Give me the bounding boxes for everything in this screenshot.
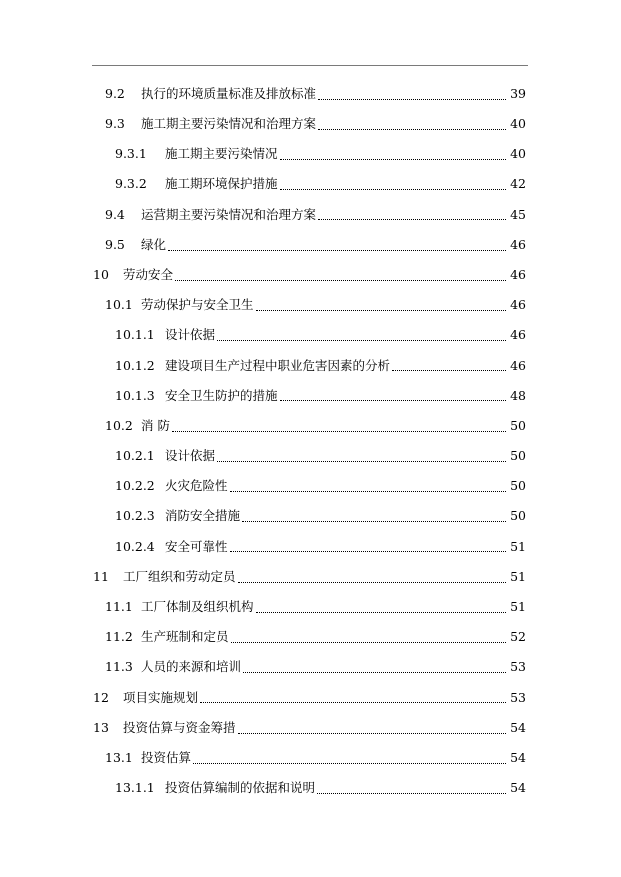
toc-entry[interactable]	[0, 683, 621, 713]
toc-entry[interactable]	[0, 592, 621, 622]
toc-entry-title: 施工期主要污染情况和治理方案	[141, 116, 317, 132]
toc-entry-title: 劳动保护与安全卫生	[141, 297, 254, 313]
toc-entry[interactable]	[0, 441, 621, 471]
toc-entry-title: 消防安全措施	[165, 508, 241, 524]
toc-entry[interactable]	[0, 351, 621, 381]
toc-entry-page: 50	[510, 417, 526, 433]
toc-entry-page: 51	[510, 599, 526, 615]
toc-dot-leader	[317, 793, 506, 794]
toc-entry-number: 10.2.1	[115, 448, 155, 464]
toc-entry-page: 51	[510, 538, 526, 554]
toc-entry-title: 投资估算	[141, 749, 192, 765]
toc-dot-leader	[231, 642, 506, 643]
toc-entry-number: 10.1	[105, 297, 133, 313]
toc-entry[interactable]	[0, 532, 621, 562]
toc-dot-leader	[256, 310, 506, 311]
toc-entry-title: 建设项目生产过程中职业危害因素的分析	[165, 357, 391, 373]
toc-dot-leader	[242, 521, 506, 522]
toc-entry-number: 11	[93, 568, 109, 584]
toc-entry-page: 50	[510, 448, 526, 464]
toc-dot-leader	[168, 250, 506, 251]
toc-entry-title: 项目实施规划	[123, 689, 199, 705]
toc-entry-number: 9.3	[105, 116, 125, 132]
toc-entry-title: 工厂组织和劳动定员	[123, 568, 236, 584]
toc-dot-leader	[217, 461, 506, 462]
toc-entry-number: 11.3	[105, 659, 133, 675]
toc-entry[interactable]	[0, 109, 621, 139]
toc-entry-number: 10.2.4	[115, 538, 155, 554]
toc-entry-number: 13	[93, 719, 109, 735]
toc-entry-page: 53	[510, 659, 526, 675]
toc-entry-page: 51	[510, 568, 526, 584]
toc-entry-title: 投资估算与资金筹措	[123, 719, 236, 735]
toc-dot-leader	[230, 551, 506, 552]
toc-entry-title: 运营期主要污染情况和治理方案	[141, 206, 317, 222]
toc-entry[interactable]	[0, 230, 621, 260]
toc-entry-title: 消 防	[141, 417, 170, 433]
toc-entry[interactable]	[0, 471, 621, 501]
toc-entry-number: 10.2.2	[115, 478, 155, 494]
toc-entry-title: 安全卫生防护的措施	[165, 387, 278, 403]
toc-entry[interactable]	[0, 79, 621, 109]
toc-entry-number: 10	[93, 266, 109, 282]
toc-entry-title: 生产班制和定员	[141, 629, 229, 645]
toc-entry[interactable]	[0, 321, 621, 351]
toc-dot-leader	[318, 129, 506, 130]
toc-entry-title: 执行的环境质量标准及排放标准	[141, 85, 317, 101]
toc-dot-leader	[238, 733, 506, 734]
page-header-rule	[92, 65, 528, 66]
toc-entry[interactable]	[0, 622, 621, 652]
toc-entry-title: 人员的来源和培训	[141, 659, 242, 675]
toc-entry-page: 54	[510, 749, 526, 765]
toc-entry-number: 9.2	[105, 85, 125, 101]
toc-entry[interactable]	[0, 562, 621, 592]
toc-dot-leader	[280, 159, 506, 160]
toc-entry-page: 46	[510, 327, 526, 343]
toc-entry-title: 设计依据	[165, 448, 216, 464]
toc-entry-number: 9.3.1	[115, 146, 147, 162]
toc-entry-page: 54	[510, 719, 526, 735]
toc-entry[interactable]	[0, 139, 621, 169]
toc-dot-leader	[230, 491, 506, 492]
toc-entry-title: 施工期主要污染情况	[165, 146, 278, 162]
toc-dot-leader	[256, 612, 506, 613]
toc-entry-title: 绿化	[141, 236, 167, 252]
toc-entry[interactable]	[0, 773, 621, 803]
toc-dot-leader	[392, 370, 506, 371]
toc-entry-number: 13.1.1	[115, 780, 155, 796]
toc-entry-title: 施工期环境保护措施	[165, 176, 278, 192]
toc-entry-number: 13.1	[105, 749, 133, 765]
toc-dot-leader	[200, 702, 506, 703]
toc-entry-number: 9.3.2	[115, 176, 147, 192]
toc-entry[interactable]	[0, 743, 621, 773]
toc-entry-page: 46	[510, 266, 526, 282]
toc-entry-number: 11.1	[105, 599, 133, 615]
toc-dot-leader	[243, 672, 506, 673]
toc-entry-page: 53	[510, 689, 526, 705]
toc-dot-leader	[217, 340, 506, 341]
toc-entry[interactable]	[0, 411, 621, 441]
toc-entry-title: 劳动安全	[123, 266, 174, 282]
toc-dot-leader	[318, 219, 506, 220]
table-of-contents	[0, 79, 621, 804]
toc-entry-number: 9.5	[105, 236, 125, 252]
toc-entry-page: 46	[510, 236, 526, 252]
toc-dot-leader	[318, 99, 506, 100]
toc-entry-title: 安全可靠性	[165, 538, 228, 554]
toc-entry-number: 10.2.3	[115, 508, 155, 524]
toc-entry[interactable]	[0, 200, 621, 230]
toc-entry-title: 设计依据	[165, 327, 216, 343]
toc-entry[interactable]	[0, 381, 621, 411]
toc-entry-title: 火灾危险性	[165, 478, 228, 494]
toc-entry-page: 50	[510, 478, 526, 494]
toc-entry[interactable]	[0, 260, 621, 290]
toc-dot-leader	[175, 280, 506, 281]
toc-entry-title: 工厂体制及组织机构	[141, 599, 254, 615]
toc-entry[interactable]	[0, 713, 621, 743]
toc-entry-page: 40	[510, 146, 526, 162]
toc-entry-title: 投资估算编制的依据和说明	[165, 780, 316, 796]
toc-entry-page: 52	[510, 629, 526, 645]
toc-entry-number: 10.1.1	[115, 327, 155, 343]
toc-entry-page: 40	[510, 116, 526, 132]
toc-entry-page: 45	[510, 206, 526, 222]
toc-dot-leader	[238, 582, 506, 583]
toc-entry[interactable]	[0, 290, 621, 320]
toc-entry-number: 10.1.2	[115, 357, 155, 373]
toc-entry-number: 12	[93, 689, 109, 705]
toc-entry-page: 46	[510, 357, 526, 373]
toc-entry[interactable]	[0, 502, 621, 532]
toc-entry-page: 50	[510, 508, 526, 524]
toc-dot-leader	[193, 763, 506, 764]
toc-entry-page: 54	[510, 780, 526, 796]
toc-entry-page: 46	[510, 297, 526, 313]
toc-entry-page: 39	[510, 85, 526, 101]
toc-entry-number: 10.1.3	[115, 387, 155, 403]
toc-entry-number: 11.2	[105, 629, 133, 645]
toc-dot-leader	[172, 431, 506, 432]
toc-entry-number: 10.2	[105, 417, 133, 433]
toc-entry-number: 9.4	[105, 206, 125, 222]
toc-entry[interactable]	[0, 170, 621, 200]
toc-entry-page: 48	[510, 387, 526, 403]
toc-entry-page: 42	[510, 176, 526, 192]
toc-entry[interactable]	[0, 653, 621, 683]
toc-dot-leader	[280, 400, 506, 401]
toc-dot-leader	[280, 189, 506, 190]
